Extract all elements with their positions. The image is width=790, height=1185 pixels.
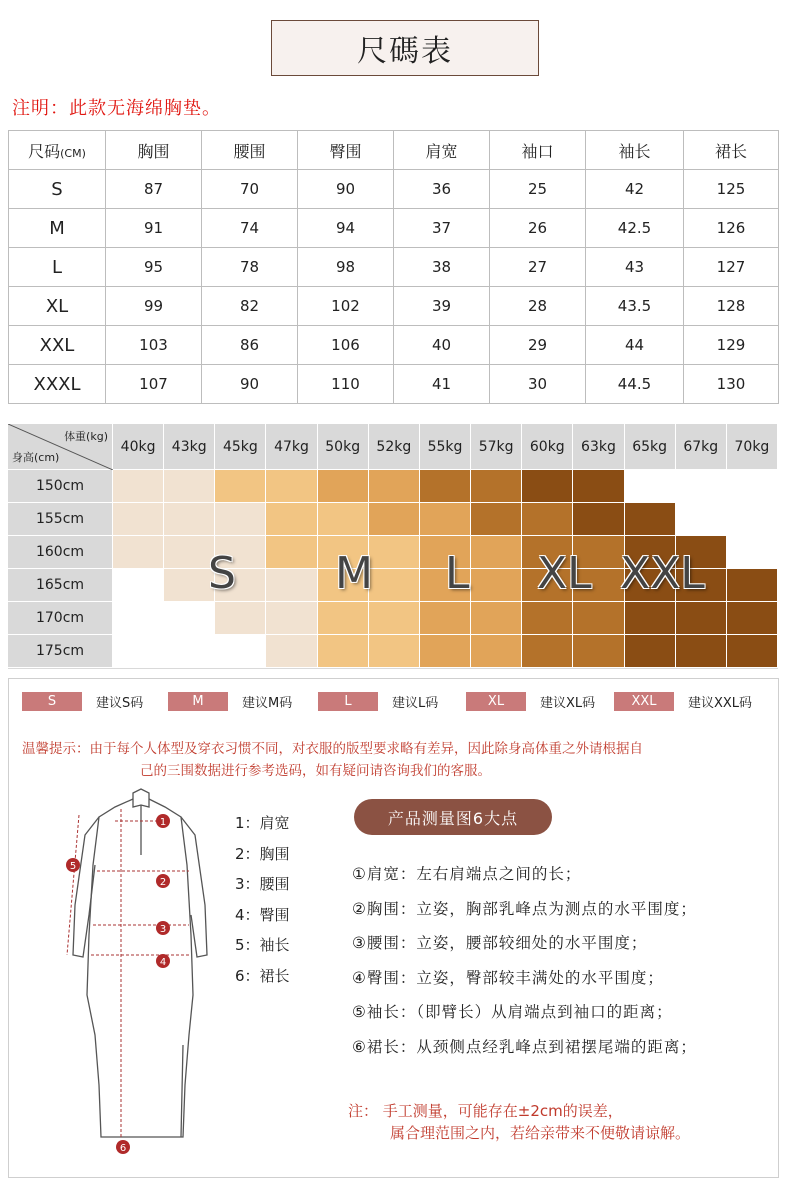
value-cell: 38 bbox=[394, 248, 490, 287]
svg-text:3: 3 bbox=[159, 924, 167, 935]
column-header: 袖口 bbox=[490, 131, 586, 170]
grid-cell-xxl bbox=[625, 602, 676, 635]
size-cell: XXL bbox=[9, 326, 106, 365]
grid-cell-m bbox=[369, 569, 420, 602]
column-header: 胸围 bbox=[106, 131, 202, 170]
measure-point: ②胸围：立姿，胸部乳峰点为测点的水平围度； bbox=[352, 899, 697, 918]
height-label: 170cm bbox=[8, 602, 113, 635]
weight-header: 65kg bbox=[625, 424, 676, 470]
value-cell: 41 bbox=[394, 365, 490, 404]
grid-cell-l bbox=[471, 569, 522, 602]
value-cell: 110 bbox=[298, 365, 394, 404]
diagram-index-item: 6：裙长 bbox=[235, 966, 290, 985]
value-cell: 126 bbox=[684, 209, 779, 248]
grid-cell-l bbox=[471, 536, 522, 569]
value-cell: 95 bbox=[106, 248, 202, 287]
value-cell: 27 bbox=[490, 248, 586, 287]
grid-cell-xxl bbox=[727, 635, 778, 668]
grid-cell-blank bbox=[676, 470, 727, 503]
legend-item bbox=[22, 692, 143, 711]
grid-cell-xxl bbox=[676, 602, 727, 635]
weight-height-grid bbox=[8, 424, 778, 669]
value-cell: 90 bbox=[202, 365, 298, 404]
size-zone-label: S bbox=[208, 548, 236, 599]
grid-cell-l bbox=[318, 470, 369, 503]
no-padding-note: 注明：此款无海绵胸垫。 bbox=[12, 98, 221, 119]
column-header: 裙长 bbox=[684, 131, 779, 170]
value-cell: 127 bbox=[684, 248, 779, 287]
tip-line-2: 己的三围数据进行参考选码，如有疑问请咨询我们的客服。 bbox=[140, 763, 491, 779]
value-cell: 43.5 bbox=[586, 287, 684, 326]
grid-cell-xxl bbox=[625, 635, 676, 668]
value-cell: 78 bbox=[202, 248, 298, 287]
grid-cell-m bbox=[266, 536, 317, 569]
grid-cell-blank bbox=[727, 470, 778, 503]
grid-cell-blank bbox=[113, 602, 164, 635]
grid-cell-s bbox=[215, 503, 266, 536]
grid-cell-s bbox=[113, 470, 164, 503]
grid-cell-xl bbox=[420, 470, 471, 503]
svg-text:5: 5 bbox=[69, 861, 77, 872]
table-row bbox=[9, 326, 779, 365]
value-cell: 42.5 bbox=[586, 209, 684, 248]
grid-cell-s bbox=[113, 536, 164, 569]
grid-cell-xl bbox=[522, 635, 573, 668]
height-label: 150cm bbox=[8, 470, 113, 503]
diagram-marker bbox=[156, 954, 170, 968]
grid-cell-l bbox=[471, 635, 522, 668]
table-row bbox=[9, 287, 779, 326]
weight-header: 43kg bbox=[164, 424, 215, 470]
size-cell: L bbox=[9, 248, 106, 287]
grid-cell-xxl bbox=[727, 569, 778, 602]
value-cell: 74 bbox=[202, 209, 298, 248]
grid-cell-l bbox=[420, 503, 471, 536]
diagram-index-item: 2：胸围 bbox=[235, 844, 290, 863]
grid-cell-xl bbox=[522, 602, 573, 635]
grid-cell-blank bbox=[164, 635, 215, 668]
grid-cell-s bbox=[164, 503, 215, 536]
grid-cell-m bbox=[369, 635, 420, 668]
value-cell: 94 bbox=[298, 209, 394, 248]
grid-cell-xl bbox=[522, 503, 573, 536]
legend-item bbox=[318, 692, 438, 711]
diagram-marker bbox=[116, 1140, 130, 1154]
grid-cell-m bbox=[266, 503, 317, 536]
weight-header: 50kg bbox=[318, 424, 369, 470]
legend-item bbox=[614, 692, 752, 711]
grid-cell-s bbox=[266, 602, 317, 635]
size-zone-label: XXL bbox=[620, 548, 705, 599]
column-header: 臀围 bbox=[298, 131, 394, 170]
weight-header: 47kg bbox=[266, 424, 317, 470]
value-cell: 39 bbox=[394, 287, 490, 326]
corner-weight-label: 体重(kg) bbox=[64, 430, 108, 443]
size-cell: XL bbox=[9, 287, 106, 326]
value-cell: 106 bbox=[298, 326, 394, 365]
measure-point: ①肩宽：左右肩端点之间的长； bbox=[352, 865, 582, 883]
grid-cell-m bbox=[266, 470, 317, 503]
legend-swatch: XXL bbox=[614, 692, 674, 711]
legend-label: 建议M码 bbox=[242, 696, 293, 711]
measure-point: ⑥裙长：从颈侧点经乳峰点到裙摆尾端的距离； bbox=[352, 1037, 697, 1056]
grid-cell-blank bbox=[676, 503, 727, 536]
value-cell: 125 bbox=[684, 170, 779, 209]
table-row bbox=[9, 170, 779, 209]
grid-cell-l bbox=[420, 602, 471, 635]
legend-item bbox=[168, 692, 292, 711]
weight-header: 55kg bbox=[420, 424, 471, 470]
value-cell: 130 bbox=[684, 365, 779, 404]
grid-cell-xxl bbox=[573, 503, 624, 536]
diagram-marker bbox=[156, 921, 170, 935]
grid-cell-xl bbox=[573, 602, 624, 635]
tip-line-1: 温馨提示：由于每个人体型及穿衣习惯不同，对衣服的版型要求略有差异，因此除身高体重之外请根据自 bbox=[22, 741, 643, 757]
legend-swatch: M bbox=[168, 692, 228, 711]
footnote-line-1: 注： 手工测量，可能存在±2cm的误差， bbox=[348, 1102, 623, 1120]
legend-label: 建议S码 bbox=[96, 696, 144, 711]
value-cell: 25 bbox=[490, 170, 586, 209]
legend-label: 建议L码 bbox=[392, 696, 439, 711]
legend-swatch: S bbox=[22, 692, 82, 711]
weight-header: 70kg bbox=[727, 424, 778, 470]
value-cell: 70 bbox=[202, 170, 298, 209]
size-cell: XXXL bbox=[9, 365, 106, 404]
measure-point: ③腰围：立姿，腰部较细处的水平围度； bbox=[352, 934, 648, 952]
weight-header: 63kg bbox=[573, 424, 624, 470]
value-cell: 43 bbox=[586, 248, 684, 287]
grid-cell-m bbox=[369, 602, 420, 635]
grid-cell-m bbox=[215, 470, 266, 503]
value-cell: 82 bbox=[202, 287, 298, 326]
legend-item bbox=[466, 692, 595, 711]
grid-cell-blank bbox=[215, 635, 266, 668]
value-cell: 107 bbox=[106, 365, 202, 404]
legend-swatch: XL bbox=[466, 692, 526, 711]
diagram-marker bbox=[66, 858, 80, 872]
table-row bbox=[9, 248, 779, 287]
diagram-marker bbox=[156, 814, 170, 828]
value-cell: 30 bbox=[490, 365, 586, 404]
dress-diagram bbox=[55, 785, 230, 1165]
value-cell: 87 bbox=[106, 170, 202, 209]
grid-cell-s bbox=[266, 635, 317, 668]
grid-cell-blank bbox=[727, 503, 778, 536]
grid-cell-xxl bbox=[573, 470, 624, 503]
grid-cell-xl bbox=[471, 503, 522, 536]
size-zone-label: L bbox=[445, 548, 470, 599]
legend-label: 建议XXL码 bbox=[688, 696, 753, 711]
height-label: 160cm bbox=[8, 536, 113, 569]
value-cell: 103 bbox=[106, 326, 202, 365]
legend-label: 建议XL码 bbox=[540, 696, 596, 711]
weight-header: 40kg bbox=[113, 424, 164, 470]
grid-cell-s bbox=[215, 602, 266, 635]
height-label: 165cm bbox=[8, 569, 113, 602]
value-cell: 42 bbox=[586, 170, 684, 209]
value-cell: 91 bbox=[106, 209, 202, 248]
grid-cell-xxl bbox=[676, 635, 727, 668]
measure-point: ⑤袖长：（即臂长）从肩端点到袖口的距离； bbox=[352, 1003, 673, 1021]
grid-cell-xl bbox=[573, 635, 624, 668]
diagram-index-item: 1：肩宽 bbox=[235, 814, 290, 832]
column-header: 腰围 bbox=[202, 131, 298, 170]
grid-cell-xxl bbox=[522, 470, 573, 503]
column-header: 肩宽 bbox=[394, 131, 490, 170]
svg-text:2: 2 bbox=[159, 877, 167, 888]
diagram-index-item: 4：臀围 bbox=[235, 905, 290, 924]
grid-cell-m bbox=[369, 536, 420, 569]
value-cell: 98 bbox=[298, 248, 394, 287]
table-row bbox=[9, 209, 779, 248]
value-cell: 90 bbox=[298, 170, 394, 209]
grid-cell-l bbox=[369, 470, 420, 503]
value-cell: 40 bbox=[394, 326, 490, 365]
grid-cell-l bbox=[471, 602, 522, 635]
grid-cell-xxl bbox=[625, 503, 676, 536]
size-header-cell bbox=[9, 131, 106, 170]
height-label: 155cm bbox=[8, 503, 113, 536]
grid-cell-s bbox=[113, 503, 164, 536]
svg-text:1: 1 bbox=[159, 817, 167, 828]
height-label: 175cm bbox=[8, 635, 113, 668]
grid-cell-xl bbox=[471, 470, 522, 503]
weight-header: 57kg bbox=[471, 424, 522, 470]
value-cell: 44 bbox=[586, 326, 684, 365]
size-header-unit: (CM) bbox=[60, 146, 86, 160]
value-cell: 99 bbox=[106, 287, 202, 326]
page-title: 尺碼表 bbox=[357, 34, 453, 69]
value-cell: 128 bbox=[684, 287, 779, 326]
grid-cell-l bbox=[369, 503, 420, 536]
value-cell: 36 bbox=[394, 170, 490, 209]
value-cell: 44.5 bbox=[586, 365, 684, 404]
svg-text:6: 6 bbox=[119, 1143, 127, 1154]
diagram-index-item: 5：袖长 bbox=[235, 936, 290, 954]
grid-cell-l bbox=[420, 635, 471, 668]
legend-swatch: L bbox=[318, 692, 378, 711]
grid-cell-blank bbox=[113, 569, 164, 602]
weight-header: 60kg bbox=[522, 424, 573, 470]
grid-cell-m bbox=[318, 602, 369, 635]
size-table-header-row bbox=[9, 131, 779, 170]
value-cell: 102 bbox=[298, 287, 394, 326]
value-cell: 28 bbox=[490, 287, 586, 326]
grid-cell-blank bbox=[164, 602, 215, 635]
measure-point: ④臀围：立姿，臀部较丰满处的水平围度； bbox=[352, 968, 664, 987]
grid-cell-m bbox=[318, 503, 369, 536]
title-box bbox=[271, 20, 539, 76]
value-cell: 129 bbox=[684, 326, 779, 365]
grid-cell-s bbox=[266, 569, 317, 602]
weight-header: 52kg bbox=[369, 424, 420, 470]
size-zone-label: XL bbox=[537, 548, 592, 599]
diagram-index-item: 3：腰围 bbox=[235, 875, 290, 893]
size-header-label: 尺码 bbox=[28, 141, 61, 161]
grid-cell-m bbox=[318, 635, 369, 668]
svg-text:4: 4 bbox=[159, 957, 167, 968]
size-cell: S bbox=[9, 170, 106, 209]
corner-height-label: 身高(cm) bbox=[12, 451, 60, 464]
grid-corner bbox=[8, 424, 113, 470]
footnote-line-2: 属合理范围之内，若给亲带来不便敬请谅解。 bbox=[390, 1124, 691, 1142]
diagram-marker bbox=[156, 874, 170, 888]
value-cell: 26 bbox=[490, 209, 586, 248]
value-cell: 86 bbox=[202, 326, 298, 365]
value-cell: 29 bbox=[490, 326, 586, 365]
table-row bbox=[9, 365, 779, 404]
column-header: 袖长 bbox=[586, 131, 684, 170]
value-cell: 37 bbox=[394, 209, 490, 248]
size-zone-label: M bbox=[335, 548, 373, 599]
grid-cell-blank bbox=[727, 536, 778, 569]
grid-cell-blank bbox=[625, 470, 676, 503]
weight-header: 67kg bbox=[676, 424, 727, 470]
size-table bbox=[8, 130, 779, 404]
measure-title-badge: 产品测量图6大点 bbox=[354, 799, 552, 835]
grid-cell-xxl bbox=[727, 602, 778, 635]
size-cell: M bbox=[9, 209, 106, 248]
weight-header: 45kg bbox=[215, 424, 266, 470]
grid-cell-blank bbox=[113, 635, 164, 668]
grid-cell-s bbox=[164, 470, 215, 503]
